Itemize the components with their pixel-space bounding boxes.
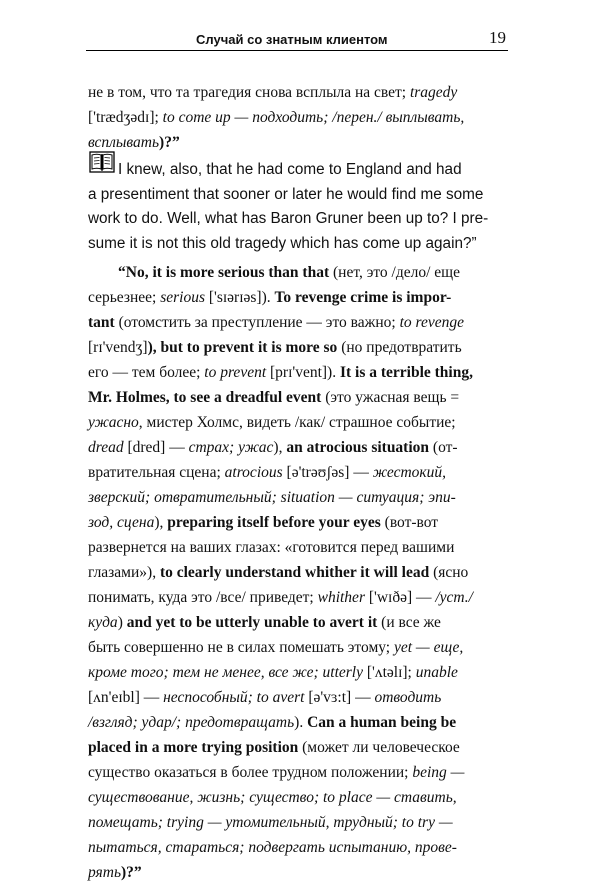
main-paragraph: [88, 260, 512, 885]
text-line: [88, 510, 512, 535]
text-line: [88, 835, 512, 860]
text-run: зод, сцена: [88, 514, 155, 531]
text-run: ['sɪərɪəs]).: [205, 289, 275, 306]
text-run: (вот-вот: [380, 514, 439, 531]
text-run: ['wɪðə] —: [364, 589, 436, 606]
text-line: [88, 560, 512, 585]
text-line: [88, 710, 512, 735]
text-run: куда: [88, 614, 118, 631]
text-run: ['trædʒədɪ];: [88, 109, 163, 126]
text-run: ),: [154, 514, 168, 531]
text-run: [ʌn'eɪbl] —: [88, 689, 164, 706]
text-line: [88, 585, 512, 610]
text-line: work to do. Well, what has Baron Gruner been up to? I pre-: [88, 210, 489, 227]
text-run: [prɪ'vent]).: [266, 364, 340, 381]
text-run: ).: [294, 714, 308, 731]
text-run: to come up — подходить; /перен./ выплывать,: [162, 109, 465, 126]
text-line: I knew, also, that he had come to England and had: [118, 161, 462, 178]
text-run: кроме того; тем не менее, все же; utterly: [88, 664, 363, 681]
text-run: unable: [415, 664, 458, 681]
text-run: помещать; trying — утомительный, трудный; to try —: [88, 814, 453, 831]
text-run: его — тем более;: [88, 364, 205, 381]
text-run: жестокий,: [372, 464, 447, 481]
text-run: (это ужасная вещь =: [321, 389, 460, 406]
text-line: [88, 810, 512, 835]
text-run: to clearly understand whither it will lead: [159, 564, 430, 581]
text-run: не в том, что та трагедия снова всплыла на свет;: [88, 84, 410, 101]
text-run: (нет, это /дело/ еще: [329, 264, 460, 281]
text-run: страх; ужас: [188, 439, 274, 456]
text-run: (ясно: [429, 564, 469, 581]
text-line: a presentiment that sooner or later he would find me some: [88, 185, 484, 203]
text-run: serious: [160, 289, 205, 306]
text-line: [88, 285, 512, 310]
text-run: , мистер Холмс, видеть /как/ страшное событие;: [138, 414, 456, 431]
text-line: [88, 385, 512, 410]
text-run: )?”: [159, 134, 180, 151]
text-line: [88, 310, 512, 335]
english-paragraph: [88, 158, 512, 256]
text-run: )?”: [121, 864, 142, 881]
text-run: It is a terrible thing,: [339, 364, 473, 381]
text-run: (отомстить за преступление — это важно;: [114, 314, 400, 331]
text-run: глазами»),: [88, 564, 160, 581]
text-line: [88, 860, 512, 885]
text-run: зверский; отвратительный; situation — ситуация; эпи-: [88, 489, 456, 506]
text-run: preparing itself before your eyes: [167, 514, 381, 531]
text-run: (от-: [429, 439, 458, 456]
text-line: [88, 535, 512, 560]
text-run: серьезнее;: [88, 289, 161, 306]
text-line: [88, 460, 512, 485]
text-run: /взгляд; удар/; предотвращать: [88, 714, 295, 731]
text-run: [ə'vɜ:t] —: [304, 689, 375, 706]
text-run: and yet to be utterly unable to avert it: [126, 614, 378, 631]
text-run: (но предотвратить: [337, 339, 462, 356]
text-run: ), but to prevent it is more so: [147, 339, 338, 356]
text-run: (и все же: [377, 614, 441, 631]
text-line: [88, 735, 512, 760]
text-run: tragedy: [409, 84, 458, 101]
text-line: [88, 635, 512, 660]
text-run: To revenge crime is impor-: [274, 289, 452, 306]
text-run: существо оказаться в более трудном положении;: [88, 764, 413, 781]
text-run: Can a human being be: [307, 714, 457, 731]
text-line: [88, 785, 512, 810]
text-run: to prevent: [204, 364, 267, 381]
text-run: рять: [88, 864, 121, 881]
text-run: placed in a more trying position: [88, 739, 299, 756]
text-run: неспособный; to avert: [163, 689, 305, 706]
text-line: [88, 485, 512, 510]
text-run: ['ʌtəlɪ];: [363, 664, 416, 681]
text-run: (может ли человеческое: [298, 739, 460, 756]
text-run: being —: [412, 764, 465, 781]
text-run: всплывать: [88, 134, 160, 151]
text-run: ),: [273, 439, 287, 456]
text-run: ужасно: [88, 414, 139, 431]
text-run: [dred] —: [123, 439, 189, 456]
text-run: существование, жизнь; существо; to place — ставить,: [88, 789, 457, 806]
text-run: пытаться, стараться; подвергать испытанию, прове-: [88, 839, 457, 856]
text-run: to revenge: [399, 314, 464, 331]
text-line: sume it is not this old tragedy which has come up again?”: [88, 234, 477, 252]
text-line: [88, 260, 512, 285]
text-run: отводить: [374, 689, 442, 706]
text-line: [88, 685, 512, 710]
text-run: понимать, куда это /все/ приведет;: [88, 589, 318, 606]
text-run: [rɪ'vendʒ]: [88, 339, 148, 356]
text-run: Mr. Holmes, to see a dreadful event: [88, 389, 322, 406]
running-title: Случай со знатным клиентом: [196, 32, 388, 47]
text-run: ): [117, 614, 127, 631]
text-run: /уст./: [435, 589, 473, 606]
text-line: [88, 660, 512, 685]
text-run: развернется на ваших глазах: «готовится перед вашими: [88, 539, 455, 556]
text-run: [ə'trəʊʃəs] —: [282, 464, 373, 481]
text-line: [88, 360, 512, 385]
text-line: [88, 435, 512, 460]
text-line: [88, 760, 512, 785]
text-run: вратительная сцена;: [88, 464, 225, 481]
page-header: [86, 28, 508, 51]
text-line: [88, 610, 512, 635]
text-run: tant: [88, 314, 115, 331]
top-paragraph: [88, 80, 508, 155]
text-run: “No, it is more serious than that: [118, 264, 330, 281]
text-run: yet — еще,: [393, 639, 464, 656]
text-line: [88, 130, 508, 155]
text-line: [88, 105, 508, 130]
text-run: dread: [88, 439, 124, 456]
text-run: atrocious: [224, 464, 283, 481]
text-line: [88, 410, 512, 435]
text-line: [88, 80, 508, 105]
text-run: whither: [317, 589, 365, 606]
text-run: быть совершенно не в силах помешать этому;: [88, 639, 394, 656]
text-line: [88, 335, 512, 360]
page-number: 19: [489, 28, 506, 47]
text-run: an atrocious situation: [286, 439, 430, 456]
